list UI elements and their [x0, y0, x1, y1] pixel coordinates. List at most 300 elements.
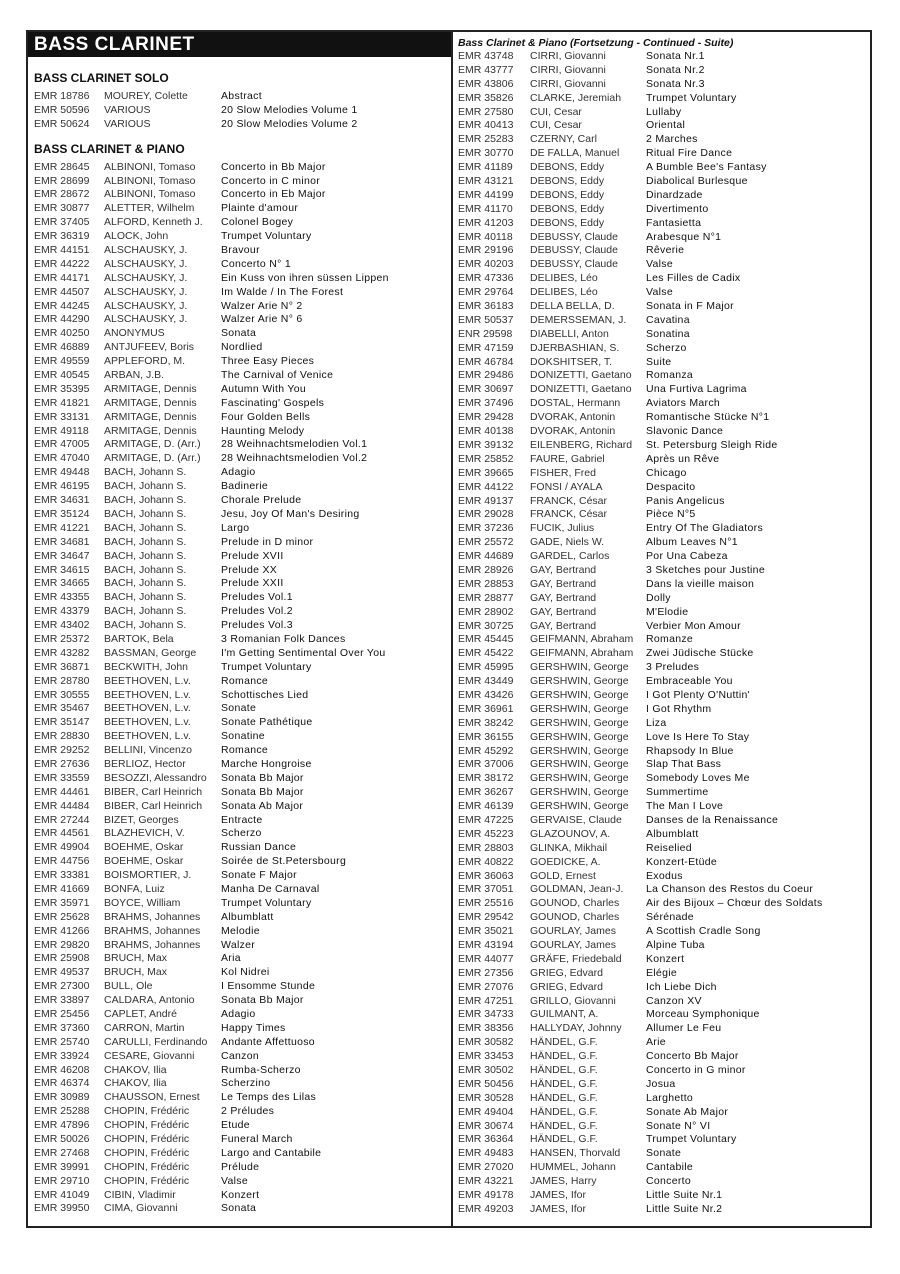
piece-title: Trumpet Voluntary — [646, 1133, 737, 1146]
catalog-code: EMR 35467 — [34, 702, 90, 715]
piece-title: Abstract — [221, 90, 262, 102]
catalog-entry — [458, 244, 868, 258]
piece-title: Larghetto — [646, 1091, 694, 1104]
composer-name: VARIOUS — [104, 103, 151, 116]
catalog-code: EMR 35124 — [34, 507, 90, 520]
composer-name: GEIFMANN, Abraham — [530, 633, 634, 646]
composer-name: DELIBES, Léo — [530, 286, 598, 299]
piece-title: I'm Getting Sentimental Over You — [221, 646, 386, 659]
composer-name: ANTJUFEEV, Boris — [104, 341, 195, 354]
piece-title: Diabolical Burlesque — [646, 175, 748, 188]
piece-title: Summertime — [646, 786, 709, 799]
catalog-code: EMR 28803 — [458, 841, 514, 854]
catalog-code: EMR 45223 — [458, 827, 514, 840]
catalog-entry — [458, 1106, 868, 1120]
composer-name: ALSCHAUSKY, J. — [104, 257, 188, 270]
catalog-code: EMR 27580 — [458, 105, 514, 118]
catalog-code: EMR 43121 — [458, 175, 514, 188]
piece-title: Concerto N° 1 — [221, 257, 291, 270]
catalog-code: EMR 41189 — [458, 161, 513, 174]
composer-name: FISHER, Fred — [530, 466, 596, 479]
catalog-code: EMR 34733 — [458, 1008, 514, 1021]
composer-name: DONIZETTI, Gaetano — [530, 369, 632, 382]
catalog-code: EMR 28902 — [458, 605, 514, 618]
catalog-code: EMR 46889 — [34, 341, 90, 354]
composer-name: GUILMANT, A. — [530, 1008, 599, 1021]
catalog-code: EMR 40118 — [458, 230, 513, 243]
composer-name: HALLYDAY, Johnny — [530, 1022, 622, 1035]
piece-title: Alpine Tuba — [646, 939, 705, 951]
catalog-code: EMR 38242 — [458, 716, 514, 729]
composer-name: ARMITAGE, D. (Arr.) — [104, 452, 201, 465]
piece-title: Walzer — [221, 938, 256, 951]
composer-name: BOEHME, Oskar — [104, 841, 184, 854]
catalog-entry — [458, 217, 868, 231]
composer-name: GERSHWIN, George — [530, 772, 629, 785]
column-divider — [451, 32, 453, 1226]
catalog-entry — [458, 1036, 868, 1050]
catalog-code: EMR 41221 — [34, 521, 90, 534]
composer-name: ARMITAGE, Dennis — [104, 382, 197, 395]
piece-title: Haunting Melody — [221, 424, 305, 437]
catalog-entry — [34, 1022, 449, 1036]
composer-name: CHOPIN, Frédéric — [104, 1146, 190, 1159]
piece-title: Sonata Nr.3 — [646, 77, 705, 90]
catalog-code: EMR 49118 — [34, 424, 89, 437]
piece-title: Adagio — [221, 1008, 256, 1020]
catalog-code: EMR 29428 — [458, 411, 514, 424]
catalog-entry — [458, 425, 868, 439]
composer-name: ALFORD, Kenneth J. — [104, 216, 203, 229]
catalog-entry — [34, 272, 449, 286]
catalog-entry — [34, 300, 449, 314]
catalog-code: EMR 47005 — [34, 438, 90, 451]
catalog-entry — [34, 341, 449, 355]
piece-title: Sonate — [221, 702, 257, 715]
catalog-code: EMR 25908 — [34, 952, 90, 965]
composer-name: DONIZETTI, Gaetano — [530, 383, 632, 396]
catalog-code: EMR 43221 — [458, 1175, 514, 1188]
catalog-entry — [34, 369, 449, 383]
composer-name: CIRRI, Giovanni — [530, 50, 606, 62]
catalog-code: EMR 44484 — [34, 799, 90, 812]
catalog-entry — [458, 1022, 868, 1036]
catalog-code: EMR 36364 — [458, 1133, 514, 1146]
composer-name: CHOPIN, Frédéric — [104, 1160, 190, 1173]
piece-title: Kol Nidrei — [221, 966, 270, 979]
catalog-code: EMR 44151 — [34, 244, 90, 257]
composer-name: GOEDICKE, A. — [530, 855, 601, 868]
piece-title: Four Golden Bells — [221, 410, 311, 423]
catalog-entry — [458, 50, 868, 64]
piece-title: Nordlied — [221, 341, 263, 354]
catalog-code: EMR 44290 — [34, 313, 90, 326]
catalog-code: EMR 37051 — [458, 883, 514, 896]
composer-name: BRUCH, Max — [104, 952, 168, 965]
composer-name: GAY, Bertrand — [530, 605, 597, 618]
composer-name: GERSHWIN, George — [530, 675, 629, 688]
piece-title: Andante Affettuoso — [221, 1035, 315, 1048]
piece-title: Badinerie — [221, 480, 269, 493]
piece-title: Canzon XV — [646, 994, 702, 1007]
composer-name: GAY, Bertrand — [530, 591, 597, 604]
piece-title: Liza — [646, 716, 667, 729]
catalog-code: EMR 29820 — [34, 938, 90, 951]
catalog-code: EMR 43194 — [458, 939, 514, 951]
composer-name: HÄNDEL, G.F. — [530, 1050, 598, 1063]
composer-name: BESOZZI, Alessandro — [104, 771, 207, 784]
piece-title: Concerto — [646, 1175, 692, 1188]
catalog-code: EMR 30674 — [458, 1119, 514, 1132]
catalog-entry — [34, 202, 449, 216]
catalog-entry — [458, 1147, 868, 1161]
composer-name: GAY, Bertrand — [530, 577, 597, 590]
catalog-code: EMR 44122 — [458, 480, 514, 493]
catalog-code: EMR 38356 — [458, 1022, 514, 1035]
catalog-entry — [34, 605, 449, 619]
composer-name: BACH, Johann S. — [104, 466, 187, 479]
composer-name: BONFA, Luiz — [104, 882, 165, 895]
piece-title: Album Leaves N°1 — [646, 536, 738, 549]
catalog-code: EMR 28926 — [458, 563, 514, 576]
piece-title: Scherzo — [646, 341, 687, 354]
catalog-list-solo — [34, 90, 449, 132]
catalog-code: EMR 38172 — [458, 772, 514, 785]
catalog-code: EMR 34615 — [34, 563, 90, 576]
piece-title: Prélude — [221, 1160, 260, 1173]
composer-name: CIRRI, Giovanni — [530, 77, 606, 90]
piece-title: Allumer Le Feu — [646, 1022, 722, 1035]
composer-name: ALSCHAUSKY, J. — [104, 285, 188, 298]
catalog-code: EMR 36267 — [458, 786, 514, 799]
catalog-code: EMR 46374 — [34, 1077, 90, 1090]
piece-title: St. Petersburg Sleigh Ride — [646, 438, 778, 451]
piece-title: Etude — [221, 1119, 250, 1132]
catalog-code: EMR 29710 — [34, 1174, 90, 1187]
catalog-code: EMR 27020 — [458, 1161, 514, 1174]
catalog-code: EMR 29252 — [34, 744, 90, 757]
catalog-code: EMR 27468 — [34, 1146, 90, 1159]
piece-title: Sonatina — [646, 327, 690, 340]
piece-title: 28 Weihnachtsmelodien Vol.1 — [221, 438, 368, 451]
catalog-entry — [34, 1036, 449, 1050]
composer-name: GAY, Bertrand — [530, 619, 597, 632]
catalog-entry — [34, 1064, 449, 1078]
piece-title: Air des Bijoux – Chœur des Soldats — [646, 897, 823, 910]
composer-name: GRILLO, Giovanni — [530, 994, 616, 1007]
composer-name: BACH, Johann S. — [104, 591, 187, 604]
catalog-code: EMR 40545 — [34, 369, 90, 382]
catalog-entry — [458, 786, 868, 800]
catalog-entry — [458, 495, 868, 509]
catalog-entry — [458, 258, 868, 272]
composer-name: BOYCE, William — [104, 896, 181, 909]
catalog-code: EMR 37496 — [458, 397, 514, 410]
catalog-entry — [34, 466, 449, 480]
piece-title: Panis Angelicus — [646, 494, 725, 507]
piece-title: Entry Of The Gladiators — [646, 522, 764, 535]
piece-title: Schottisches Lied — [221, 688, 309, 701]
catalog-entry — [458, 925, 868, 939]
catalog-code: EMR 36183 — [458, 300, 514, 313]
catalog-code: EMR 36155 — [458, 730, 514, 743]
piece-title: Romantische Stücke N°1 — [646, 411, 770, 424]
catalog-code: EMR 35826 — [458, 91, 514, 104]
composer-name: JAMES, Ifor — [530, 1189, 587, 1202]
catalog-code: EMR 35021 — [458, 925, 514, 938]
piece-title: Elégie — [646, 966, 677, 979]
piece-title: Romance — [221, 674, 269, 687]
catalog-list-continued — [458, 50, 868, 1217]
piece-title: Scherzino — [221, 1077, 271, 1090]
catalog-entry — [34, 772, 449, 786]
catalog-entry — [458, 92, 868, 106]
piece-title: Morceau Symphonique — [646, 1008, 760, 1021]
catalog-code: EMR 29486 — [458, 369, 514, 382]
piece-title: Concerto in G minor — [646, 1064, 746, 1077]
catalog-entry — [34, 883, 449, 897]
catalog-code: EMR 30989 — [34, 1091, 90, 1104]
composer-name: GERSHWIN, George — [530, 758, 629, 771]
piece-title: 3 Sketches pour Justine — [646, 563, 765, 576]
catalog-entry — [34, 952, 449, 966]
composer-name: BIBER, Carl Heinrich — [104, 799, 203, 812]
piece-title: Largo and Cantabile — [221, 1146, 322, 1159]
catalog-entry — [458, 342, 868, 356]
catalog-code: EMR 28780 — [34, 674, 90, 687]
catalog-code: EMR 44199 — [458, 188, 514, 201]
piece-title: Jesu, Joy Of Man's Desiring — [221, 507, 360, 520]
catalog-entry — [34, 1189, 449, 1203]
catalog-code: EMR 43806 — [458, 77, 514, 90]
catalog-entry — [458, 106, 868, 120]
composer-name: DELLA BELLA, D. — [530, 300, 615, 313]
piece-title: Sonata Bb Major — [221, 771, 304, 784]
composer-name: ALOCK, John — [104, 230, 169, 243]
catalog-code: EMR 29196 — [458, 244, 514, 257]
piece-title: Danses de la Renaissance — [646, 813, 779, 826]
composer-name: GARDEL, Carlos — [530, 550, 610, 563]
piece-title: Bravour — [221, 244, 260, 257]
catalog-entry — [458, 1078, 868, 1092]
piece-title: Oriental — [646, 119, 686, 132]
catalog-code: EMR 37006 — [458, 758, 514, 771]
composer-name: DOSTAL, Hermann — [530, 397, 621, 410]
composer-name: GERVAISE, Claude — [530, 813, 622, 826]
catalog-code: EMR 29764 — [458, 286, 514, 299]
composer-name: BEETHOVEN, L.v. — [104, 674, 191, 687]
catalog-entry — [458, 814, 868, 828]
piece-title: Verbier Mon Amour — [646, 619, 741, 632]
piece-title: Après un Rêve — [646, 452, 720, 465]
catalog-entry — [34, 550, 449, 564]
catalog-entry — [458, 1064, 868, 1078]
catalog-code: EMR 29028 — [458, 508, 514, 521]
catalog-code: EMR 25852 — [458, 452, 514, 465]
catalog-code: EMR 47336 — [458, 272, 514, 285]
catalog-code: EMR 50537 — [458, 313, 514, 326]
piece-title: Romance — [221, 744, 269, 757]
composer-name: DEBONS, Eddy — [530, 216, 605, 229]
composer-name: BERLIOZ, Hector — [104, 757, 186, 770]
catalog-entry — [34, 104, 449, 118]
catalog-entry — [34, 1175, 449, 1189]
catalog-entry — [34, 980, 449, 994]
piece-title: Melodie — [221, 924, 260, 937]
catalog-code: EMR 36063 — [458, 869, 514, 882]
piece-title: Marche Hongroise — [221, 757, 312, 770]
piece-title: Rhapsody In Blue — [646, 744, 734, 757]
catalog-code: EMR 36319 — [34, 230, 90, 243]
catalog-entry — [458, 731, 868, 745]
catalog-entry — [458, 147, 868, 161]
piece-title: Happy Times — [221, 1021, 286, 1034]
composer-name: CIRRI, Giovanni — [530, 63, 606, 76]
piece-title: Dans la vieille maison — [646, 577, 755, 590]
catalog-code: EMR 39991 — [34, 1160, 90, 1173]
catalog-entry — [458, 536, 868, 550]
catalog-entry — [34, 425, 449, 439]
catalog-entry — [34, 814, 449, 828]
composer-name: HÄNDEL, G.F. — [530, 1105, 598, 1118]
composer-name: BEETHOVEN, L.v. — [104, 716, 191, 729]
catalog-entry — [458, 272, 868, 286]
catalog-code: EMR 44507 — [34, 285, 90, 298]
composer-name: GLINKA, Mikhail — [530, 841, 608, 854]
composer-name: DOKSHITSER, T. — [530, 355, 613, 368]
composer-name: CHAKOV, Ilia — [104, 1063, 167, 1076]
composer-name: ARMITAGE, Dennis — [104, 410, 197, 423]
catalog-entry — [458, 1189, 868, 1203]
catalog-code: EMR 41266 — [34, 924, 90, 937]
catalog-code: EMR 41049 — [34, 1188, 90, 1201]
catalog-entry — [34, 216, 449, 230]
piece-title: A Scottish Cradle Song — [646, 925, 761, 938]
composer-name: GEIFMANN, Abraham — [530, 647, 634, 660]
piece-title: Largo — [221, 521, 250, 534]
composer-name: DEBUSSY, Claude — [530, 230, 618, 243]
catalog-entry — [34, 1119, 449, 1133]
composer-name: GERSHWIN, George — [530, 661, 629, 674]
catalog-code: EMR 46139 — [458, 800, 514, 813]
catalog-code: EMR 30555 — [34, 688, 90, 701]
piece-title: Concerto in C minor — [221, 174, 321, 187]
piece-title: Lullaby — [646, 105, 682, 118]
composer-name: GERSHWIN, George — [530, 716, 629, 729]
catalog-entry — [458, 175, 868, 189]
piece-title: Preludes Vol.3 — [221, 619, 293, 632]
catalog-code: EMR 28672 — [34, 188, 90, 201]
catalog-entry — [458, 550, 868, 564]
catalog-entry — [458, 883, 868, 897]
catalog-entry — [458, 995, 868, 1009]
composer-name: HÄNDEL, G.F. — [530, 1036, 598, 1049]
catalog-code: EMR 49178 — [458, 1189, 514, 1202]
composer-name: GAY, Bertrand — [530, 563, 597, 576]
catalog-code: EMR 41203 — [458, 216, 514, 229]
composer-name: HÄNDEL, G.F. — [530, 1077, 598, 1090]
section-heading-solo: BASS CLARINET SOLO — [34, 71, 169, 85]
piece-title: Sonata Bb Major — [221, 785, 304, 798]
catalog-code: EMR 50596 — [34, 103, 90, 116]
catalog-entry — [34, 619, 449, 633]
catalog-entry — [458, 953, 868, 967]
catalog-code: EMR 44461 — [34, 785, 90, 798]
piece-title: Rumba-Scherzo — [221, 1063, 301, 1076]
composer-name: ALSCHAUSKY, J. — [104, 244, 188, 257]
catalog-entry — [458, 369, 868, 383]
piece-title: Prelude in D minor — [221, 535, 314, 548]
piece-title: Embraceable You — [646, 675, 733, 688]
piece-title: Little Suite Nr.1 — [646, 1189, 723, 1202]
catalog-entry — [34, 244, 449, 258]
piece-title: Little Suite Nr.2 — [646, 1202, 723, 1215]
composer-name: CIBIN, Vladimir — [104, 1188, 176, 1201]
composer-name: BELLINI, Vincenzo — [104, 744, 192, 757]
catalog-code: EMR 43282 — [34, 646, 90, 659]
catalog-code: EMR 18786 — [34, 90, 90, 102]
catalog-code: EMR 40822 — [458, 855, 514, 868]
catalog-entry — [458, 1161, 868, 1175]
catalog-entry — [458, 689, 868, 703]
catalog-entry — [34, 689, 449, 703]
piece-title: Sonate — [646, 1147, 682, 1160]
catalog-entry — [34, 1091, 449, 1105]
catalog-entry — [458, 411, 868, 425]
catalog-entry — [34, 925, 449, 939]
composer-name: GERSHWIN, George — [530, 800, 629, 813]
composer-name: DIABELLI, Anton — [530, 327, 609, 340]
piece-title: Manha De Carnaval — [221, 882, 320, 895]
catalog-code: EMR 44171 — [34, 271, 90, 284]
catalog-entry — [34, 966, 449, 980]
catalog-code: EMR 28699 — [34, 174, 90, 187]
catalog-code: EMR 28645 — [34, 160, 90, 173]
composer-name: BEETHOVEN, L.v. — [104, 702, 191, 715]
composer-name: CESARE, Giovanni — [104, 1049, 195, 1062]
piece-title: M'Elodie — [646, 605, 689, 618]
catalog-code: EMR 47251 — [458, 994, 514, 1007]
piece-title: Concerto Bb Major — [646, 1050, 739, 1063]
composer-name: DEBONS, Eddy — [530, 202, 605, 215]
catalog-entry — [34, 258, 449, 272]
catalog-entry — [458, 1133, 868, 1147]
composer-name: DVORAK, Antonin — [530, 425, 616, 438]
piece-title: Walzer Arie N° 2 — [221, 299, 303, 312]
piece-title: Sonata — [221, 327, 257, 340]
composer-name: DJERBASHIAN, S. — [530, 341, 620, 354]
piece-title: Sonata in F Major — [646, 300, 734, 313]
composer-name: HUMMEL, Johann — [530, 1161, 616, 1174]
piece-title: Adagio — [221, 466, 256, 479]
piece-title: Slavonic Dance — [646, 425, 724, 438]
catalog-code: EMR 39665 — [458, 466, 514, 479]
piece-title: Sérénade — [646, 911, 694, 924]
composer-name: GRIEG, Edvard — [530, 966, 603, 979]
piece-title: Suite — [646, 355, 672, 368]
piece-title: I Got Rhythm — [646, 702, 712, 715]
catalog-code: EMR 27244 — [34, 813, 90, 826]
composer-name: ALBINONI, Tomaso — [104, 188, 196, 201]
catalog-entry — [34, 897, 449, 911]
composer-name: CALDARA, Antonio — [104, 994, 195, 1007]
piece-title: 3 Romanian Folk Dances — [221, 632, 346, 645]
catalog-entry — [458, 64, 868, 78]
catalog-code: EMR 34665 — [34, 577, 90, 590]
catalog-code: EMR 49203 — [458, 1202, 514, 1215]
catalog-entry — [458, 314, 868, 328]
catalog-entry — [34, 1202, 449, 1216]
